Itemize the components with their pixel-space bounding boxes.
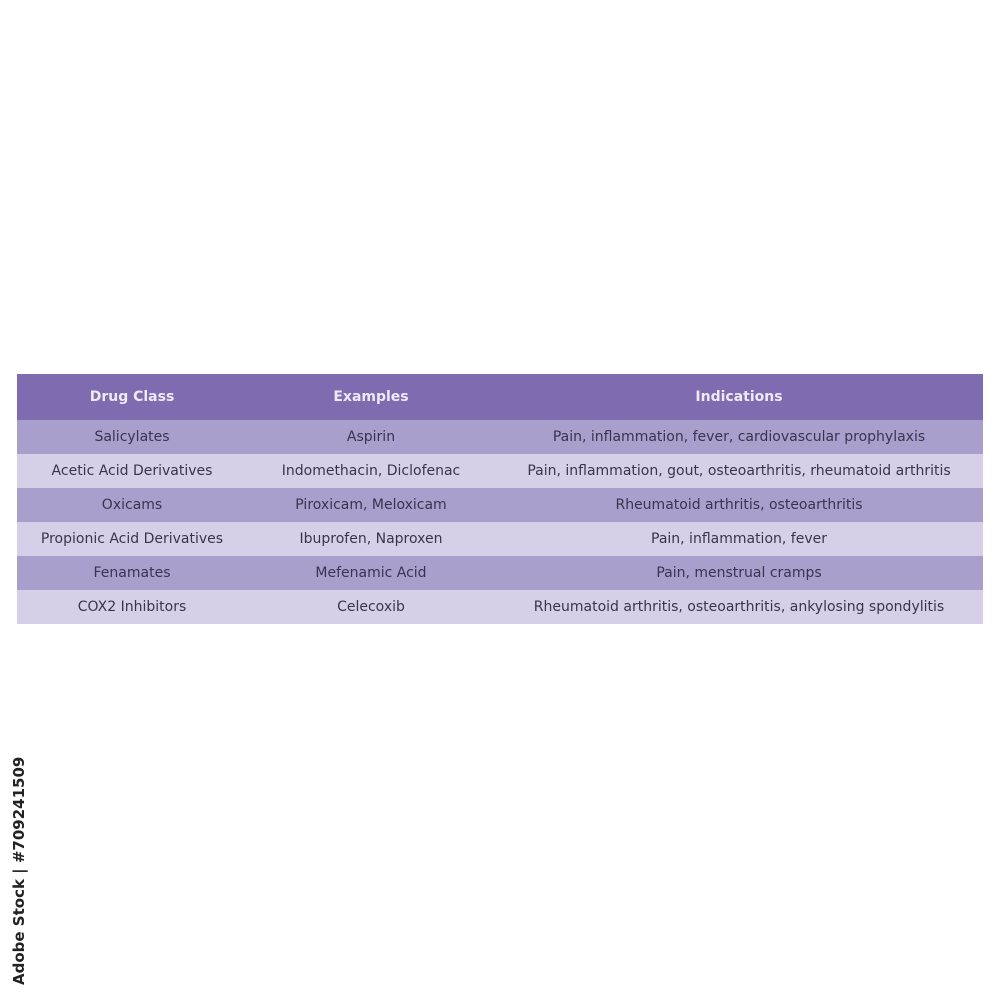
header-drug-class: Drug Class <box>17 374 247 420</box>
indications-cell: Pain, menstrual cramps <box>495 556 983 590</box>
drug-class-table <box>17 374 983 624</box>
drug-class-cell: Salicylates <box>17 420 247 454</box>
table-row <box>17 556 983 590</box>
examples-cell: Aspirin <box>247 420 495 454</box>
indications-cell: Pain, inflammation, fever <box>495 522 983 556</box>
examples-cell: Piroxicam, Meloxicam <box>247 488 495 522</box>
table-row <box>17 454 983 488</box>
table-header-row <box>17 374 983 420</box>
drug-class-cell: Oxicams <box>17 488 247 522</box>
indications-cell: Rheumatoid arthritis, osteoarthritis <box>495 488 983 522</box>
drug-class-cell: Acetic Acid Derivatives <box>17 454 247 488</box>
drug-class-cell: Fenamates <box>17 556 247 590</box>
indications-cell: Pain, inflammation, fever, cardiovascular prophylaxis <box>495 420 983 454</box>
header-examples: Examples <box>247 374 495 420</box>
table-row <box>17 590 983 624</box>
indications-cell: Rheumatoid arthritis, osteoarthritis, ankylosing spondylitis <box>495 590 983 624</box>
table-row <box>17 420 983 454</box>
examples-cell: Mefenamic Acid <box>247 556 495 590</box>
examples-cell: Ibuprofen, Naproxen <box>247 522 495 556</box>
examples-cell: Indomethacin, Diclofenac <box>247 454 495 488</box>
examples-cell: Celecoxib <box>247 590 495 624</box>
drug-class-cell: COX2 Inhibitors <box>17 590 247 624</box>
drug-class-cell: Propionic Acid Derivatives <box>17 522 247 556</box>
stock-id-label: Adobe Stock | #709241509 <box>10 756 28 985</box>
table-row <box>17 522 983 556</box>
header-indications: Indications <box>495 374 983 420</box>
indications-cell: Pain, inflammation, gout, osteoarthritis, rheumatoid arthritis <box>495 454 983 488</box>
table-row <box>17 488 983 522</box>
